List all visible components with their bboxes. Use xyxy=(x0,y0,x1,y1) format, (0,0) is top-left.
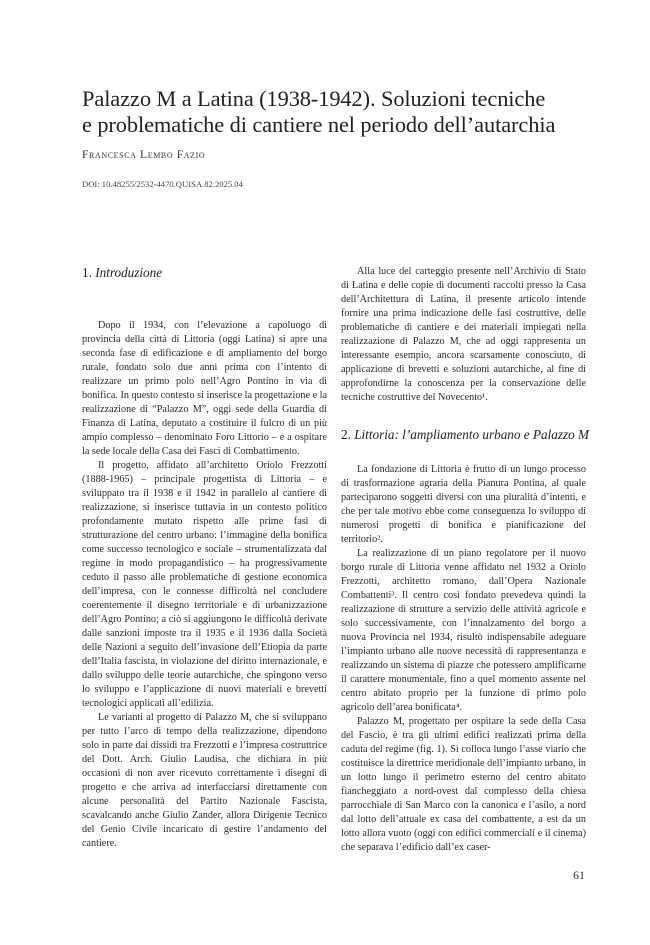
paragraph: La fondazione di Littoria è frutto di un lungo processo di trasformazione agraria della Pianura Pontina, al quale parteciparono soggetti diversi con una pluralità d’intenti, e che per tale motivo ebbe come conseguenza lo sviluppo di numerosi progetti di bonifica e pianificazione del territorio². xyxy=(341,464,586,545)
paragraph: Palazzo M, progettato per ospitare la sede della Casa del Fascio, è tra gli ultimi edifici realizzati prima della caduta del regime (fig. 1). Si colloca lungo l’asse viario che costituisce la direttrice meridionale dell’impianto urbano, in un lotto lungo il perimetro esterno del centro abitato fiancheggiato a nord-ovest dal complesso della chiesa parrocchiale di San Marco con la canonica e l’asilo, a nord dal lotto dell’attuale ex casa del combattente, a est da un lotto allora vuoto (oggi con edifici commerciali e il cinema) che separava l’edificio dall’ex caser- xyxy=(341,716,586,853)
title-line-2: e problematiche di cantiere nel periodo dell’autarchia xyxy=(82,112,556,137)
right-column xyxy=(341,265,589,855)
article-title xyxy=(82,86,582,138)
doi-line: DOI: 10.48255/2532-4470.QUISA.82.2025.04 xyxy=(82,179,243,189)
paragraph: Alla luce del carteggio presente nell’Archivio di Stato di Latina e delle copie di documenti raccolti presso la Casa dell’Architettura di Latina, il presente articolo intende fornire una prima indicazione delle fasi costruttive, delle problematiche di cantiere e dei materiali impiegati nella realizzazione di Palazzo M, che ad oggi rappresenta un interessante esempio, ancora scarsamente conosciuto, di applicazione di brevetti e soluzioni autarchiche, al fine di approfondirne la conoscenza per la conservazione delle tecniche costruttive del Novecento¹. xyxy=(341,266,586,403)
left-column xyxy=(82,265,327,851)
paragraph: Il progetto, affidato all’architetto Oriolo Frezzotti (1888-1965) – principale progettista di Littoria – e sviluppato tra il 1938 e il 1942 in parallelo al cantiere di realizzazione, si inserisce tuttavia in un contesto politico profondamente mutato rispetto alle prime fasi di strutturazione del centro urbano: l’immagine della bonifica come successo tecnologico e sociale – strumentalizzata dal regime in modo propagandistico – ha progressivamente ceduto il passo alle problematiche di gestione economica dell’impresa, con le connesse difficoltà nel concludere coerentemente il disegno territoriale e di urbanizzazione dell’Agro Pontino; a ciò si aggiungono le difficoltà derivate dalle sanzioni imposte tra il 1935 e il 1936 dalla Società delle Nazioni a seguito dell’invasione dell’Etiopia da parte dell’Italia fascista, in violazione del diritto internazionale, e dallo sviluppo delle teorie autarchiche, che spingono verso lo sviluppo e l’applicazione di nuovi materiali e brevetti tecnologici applicati all’edilizia. xyxy=(82,460,327,709)
section-number: 1. xyxy=(82,265,92,280)
paragraph: La realizzazione di un piano regolatore per il nuovo borgo rurale di Littoria venne affidato nel 1932 a Oriolo Frezzotti, architetto romano, dall’Opera Nazionale Combattenti³. Il centro così fondato prevedeva quindi la realizzazione di strutture a servizio delle attività agricole e solo successivamente, con l’innalzamento del borgo a nuova Provincia nel 1934, risultò indispensabile adeguare l’impianto urbano alle nuove necessità di rappresentanza e realizzando un sistema di piazze che potessero amplificarne il carattere monumentale, fino a quel momento assente nel centro abitato proprio per la funzione di primo polo agricolo dell’area bonificata⁴. xyxy=(341,548,586,713)
section-number: 2. xyxy=(341,427,351,442)
section-title: Introduzione xyxy=(95,265,163,280)
title-line-1: Palazzo M a Latina (1938-1942). Soluzioni tecniche xyxy=(82,86,546,111)
section-heading-2 xyxy=(341,427,589,443)
heading-spacer xyxy=(82,301,327,319)
paragraph: Le varianti al progetto di Palazzo M, che si sviluppano per tutto l’arco di tempo della realizzazione, dipendono solo in parte dai dissidi tra Frezzotti e l’impresa costruttrice del Dott. Arch. Giulio Laudisa, che dichiara in più occasioni di non aver ricevuto correttamente i disegni di progetto e che arriva ad interfacciarsi direttamente con alcune personalità del Partito Nazionale Fascista, scavalcando anche Giulio Zander, allora Dirigente Tecnico del Genio Civile incaricato di gestire l’andamento del cantiere. xyxy=(82,712,327,849)
paragraph: Dopo il 1934, con l’elevazione a capoluogo di provincia della città di Littoria (oggi Latina) si apre una seconda fase di edificazione e di ampliamento del borgo rurale, fondato solo due anni prima con l’intento di realizzare un primo polo nell’Agro Pontino in via di bonifica. In questo contesto si inserisce la progettazione e la realizzazione di “Palazzo M”, oggi sede della Guardia di Finanza di Latina, deputato a costituire il fulcro di un più ampio complesso – denominato Foro Littorio – e a ospitare la sede locale della Casa dei Fasci di Combattimento. xyxy=(82,320,327,457)
page-number: 61 xyxy=(573,868,585,882)
section-title: Littoria: l’ampliamento urbano e Palazzo M xyxy=(354,427,589,442)
section-heading-1 xyxy=(82,265,327,281)
author-name: Francesca Lembo Fazio xyxy=(82,148,206,161)
